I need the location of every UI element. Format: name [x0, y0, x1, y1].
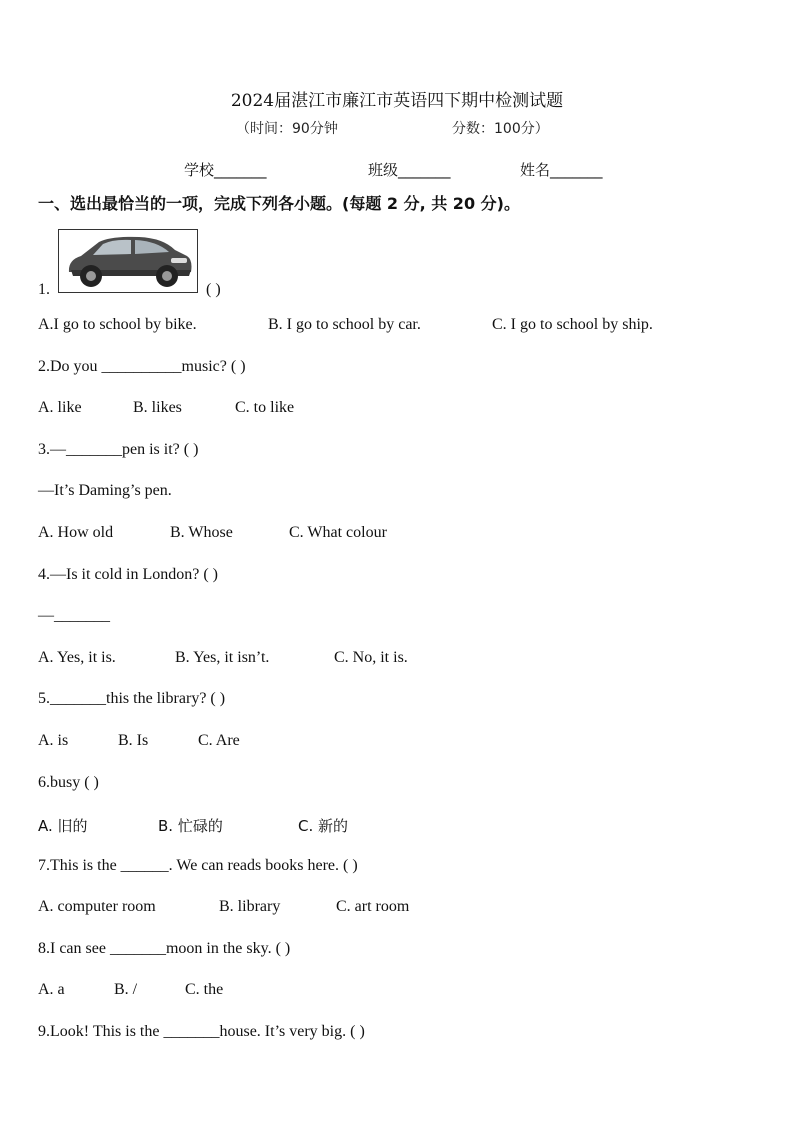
q6-option-c: C. 新的 — [298, 817, 349, 835]
question-7: 7.This is the ______. We can reads books here. ( ) — [38, 857, 358, 874]
exam-time: （时间：90分钟 — [236, 121, 338, 137]
question-1-number: 1. — [38, 281, 50, 298]
q1-option-a: A.I go to school by bike. — [38, 316, 197, 333]
question-5: 5._______this the library? ( ) — [38, 690, 226, 707]
q2-option-c: C. to like — [235, 399, 295, 416]
q4-option-a: A. Yes, it is. — [38, 649, 116, 666]
q6-option-b: B. 忙碌的 — [158, 817, 223, 835]
q4-option-b: B. Yes, it isn’t. — [175, 649, 270, 666]
question-1-answer-blank: ( ) — [206, 281, 221, 298]
page-title: 2024届湛江市廉江市英语四下期中检测试题 — [230, 91, 564, 111]
question-3-response: —It’s Daming’s pen. — [38, 482, 172, 499]
q3-option-b: B. Whose — [170, 524, 233, 541]
q5-option-b: B. Is — [118, 732, 149, 749]
q1-option-c: C. I go to school by ship. — [492, 316, 653, 333]
q8-option-a: A. a — [38, 981, 65, 998]
q7-option-b: B. library — [219, 898, 281, 915]
school-field: 学校_______ — [184, 161, 267, 179]
class-field: 班级_______ — [368, 161, 451, 179]
car-image — [58, 229, 198, 293]
question-8: 8.I can see _______moon in the sky. ( ) — [38, 940, 291, 957]
q8-option-c: C. the — [185, 981, 224, 998]
q2-option-b: B. likes — [133, 399, 182, 416]
q5-option-a: A. is — [38, 732, 69, 749]
question-4: 4.—Is it cold in London? ( ) — [38, 566, 218, 583]
question-3: 3.—_______pen is it? ( ) — [38, 441, 199, 458]
name-field: 姓名_______ — [520, 161, 603, 179]
question-6: 6.busy ( ) — [38, 774, 99, 791]
q8-option-b: B. / — [114, 981, 138, 998]
question-2: 2.Do you __________music? ( ) — [38, 358, 246, 375]
q3-option-c: C. What colour — [289, 524, 387, 541]
question-4-response: —_______ — [38, 607, 110, 624]
exam-score: 分数：100分） — [452, 121, 549, 137]
q7-option-c: C. art room — [336, 898, 410, 915]
q2-option-a: A. like — [38, 399, 82, 416]
section-heading: 一、选出最恰当的一项，完成下列各小题。(每题 2 分, 共 20 分)。 — [38, 194, 520, 213]
q1-option-b: B. I go to school by car. — [268, 316, 421, 333]
q3-option-a: A. How old — [38, 524, 114, 541]
q6-option-a: A. 旧的 — [38, 817, 88, 835]
car-icon — [59, 230, 196, 291]
q5-option-c: C. Are — [198, 732, 240, 749]
q7-option-a: A. computer room — [38, 898, 156, 915]
question-9: 9.Look! This is the _______house. It’s very big. ( ) — [38, 1023, 365, 1040]
q4-option-c: C. No, it is. — [334, 649, 408, 666]
